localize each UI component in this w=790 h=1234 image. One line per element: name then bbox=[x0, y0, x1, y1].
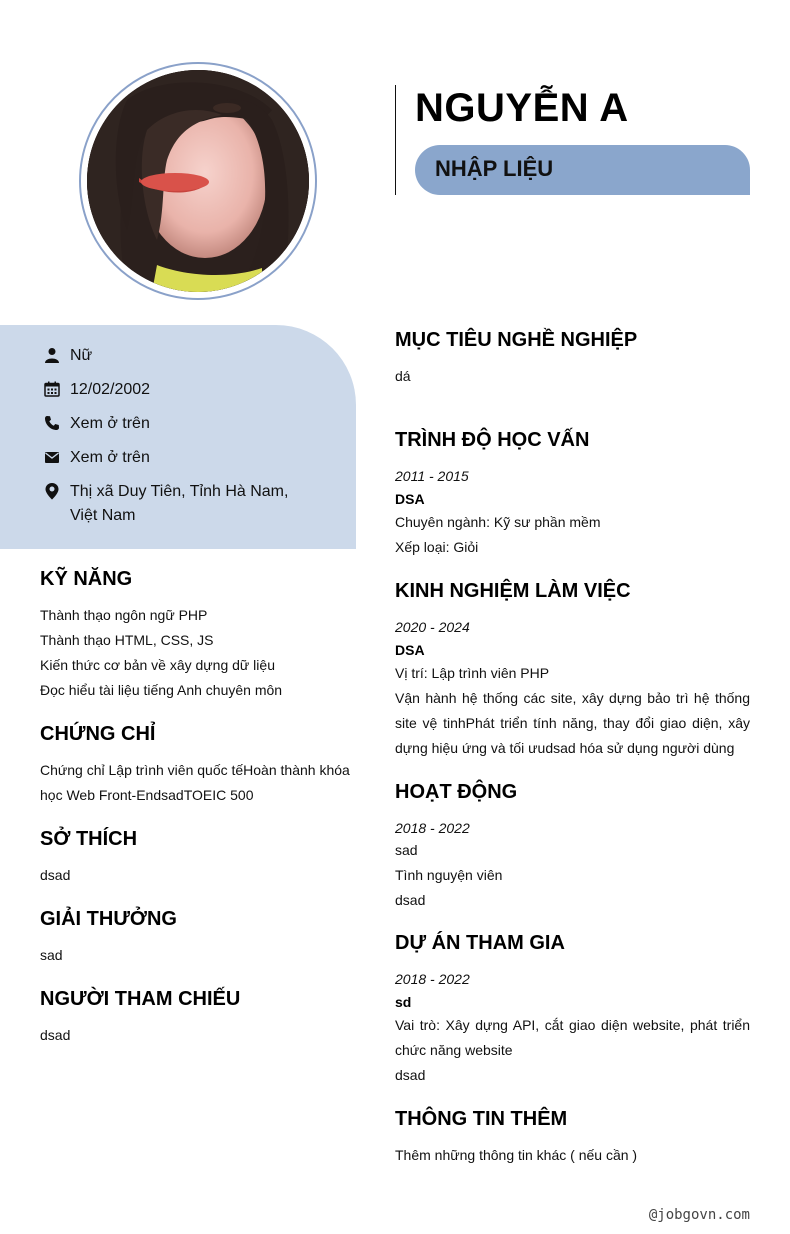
projects-period: 2018 - 2022 bbox=[395, 971, 470, 987]
activities-details bbox=[395, 838, 750, 913]
activities-description: dsad bbox=[395, 892, 426, 908]
watermark: @jobgovn.com bbox=[648, 1207, 750, 1223]
certificates-text: Chứng chỉ Lập trình viên quốc tếHoàn thành khóa học Web Front-EndsadTOEIC 500 bbox=[40, 762, 350, 803]
birthday-text: 12/02/2002 bbox=[70, 381, 151, 398]
education-grade: Xếp loại: Giỏi bbox=[395, 539, 479, 555]
additional-heading: THÔNG TIN THÊM bbox=[395, 1108, 568, 1130]
skill-item: Thành thạo HTML, CSS, JS bbox=[40, 632, 214, 648]
education-school: DSA bbox=[395, 491, 425, 507]
activities-heading: HOẠT ĐỘNG bbox=[395, 781, 518, 803]
hobbies-heading: SỞ THÍCH bbox=[40, 828, 138, 850]
candidate-name: NGUYỄN A bbox=[415, 86, 629, 130]
skills-list bbox=[40, 603, 350, 703]
activities-period: 2018 - 2022 bbox=[395, 820, 470, 836]
projects-role: Vai trò: Xây dựng API, cắt giao diện website, phát triển chức năng website bbox=[395, 1017, 750, 1058]
address-text: Thị xã Duy Tiên, Tỉnh Hà Nam, Việt Nam bbox=[70, 483, 289, 524]
education-details bbox=[395, 510, 750, 560]
education-heading: TRÌNH ĐỘ HỌC VẤN bbox=[395, 429, 590, 451]
gender-text: Nữ bbox=[70, 347, 93, 364]
experience-description: Vận hành hệ thống các site, xây dựng bảo trì hệ thống site vệ tinhPhát triển tính năng, thay đổi giao diện, xây dựng hiệu ứng và tối ưudsad hóa sử dụng người dùng bbox=[395, 690, 750, 756]
education-period: 2011 - 2015 bbox=[395, 468, 469, 484]
projects-name: sd bbox=[395, 994, 412, 1010]
contact-birthday bbox=[40, 378, 310, 402]
projects-heading: DỰ ÁN THAM GIA bbox=[395, 932, 565, 954]
skill-item: Kiến thức cơ bản về xây dựng dữ liệu bbox=[40, 657, 275, 673]
location-pin-icon bbox=[40, 480, 70, 502]
phone-icon bbox=[40, 412, 70, 434]
objective-heading: MỤC TIÊU NGHỀ NGHIỆP bbox=[395, 329, 638, 351]
education-major: Chuyên ngành: Kỹ sư phần mềm bbox=[395, 514, 601, 530]
job-title: NHẬP LIỆU bbox=[435, 156, 554, 181]
awards-heading: GIẢI THƯỞNG bbox=[40, 908, 177, 930]
additional-text: Thêm những thông tin khác ( nếu cần ) bbox=[395, 1147, 638, 1163]
contact-address bbox=[40, 480, 310, 528]
projects-details bbox=[395, 1013, 750, 1088]
skills-heading: KỸ NĂNG bbox=[40, 568, 133, 590]
activities-role: Tình nguyện viên bbox=[395, 867, 503, 883]
activities-organization: sad bbox=[395, 842, 418, 858]
job-title-badge bbox=[415, 145, 750, 195]
experience-position: Vị trí: Lập trình viên PHP bbox=[395, 665, 550, 681]
experience-period: 2020 - 2024 bbox=[395, 619, 470, 635]
experience-heading: KINH NGHIỆM LÀM VIỆC bbox=[395, 580, 631, 602]
email-text: Xem ở trên bbox=[70, 449, 150, 466]
projects-description: dsad bbox=[395, 1067, 426, 1083]
skill-item: Thành thạo ngôn ngữ PHP bbox=[40, 607, 208, 623]
avatar bbox=[87, 70, 309, 292]
contact-phone bbox=[40, 412, 310, 436]
phone-text: Xem ở trên bbox=[70, 415, 150, 432]
calendar-icon bbox=[40, 378, 70, 400]
references-heading: NGƯỜI THAM CHIẾU bbox=[40, 988, 241, 1010]
skill-item: Đọc hiểu tài liệu tiếng Anh chuyên môn bbox=[40, 682, 283, 698]
mail-icon bbox=[40, 446, 70, 468]
certificates-heading: CHỨNG CHỈ bbox=[40, 723, 156, 745]
hobbies-text: dsad bbox=[40, 867, 71, 883]
experience-details bbox=[395, 661, 750, 761]
contact-gender bbox=[40, 344, 310, 368]
references-text: dsad bbox=[40, 1027, 71, 1043]
name-divider bbox=[395, 85, 396, 195]
experience-company: DSA bbox=[395, 642, 425, 658]
person-icon bbox=[40, 344, 70, 366]
contact-email bbox=[40, 446, 310, 470]
objective-text: dá bbox=[395, 368, 411, 384]
awards-text: sad bbox=[40, 947, 63, 963]
